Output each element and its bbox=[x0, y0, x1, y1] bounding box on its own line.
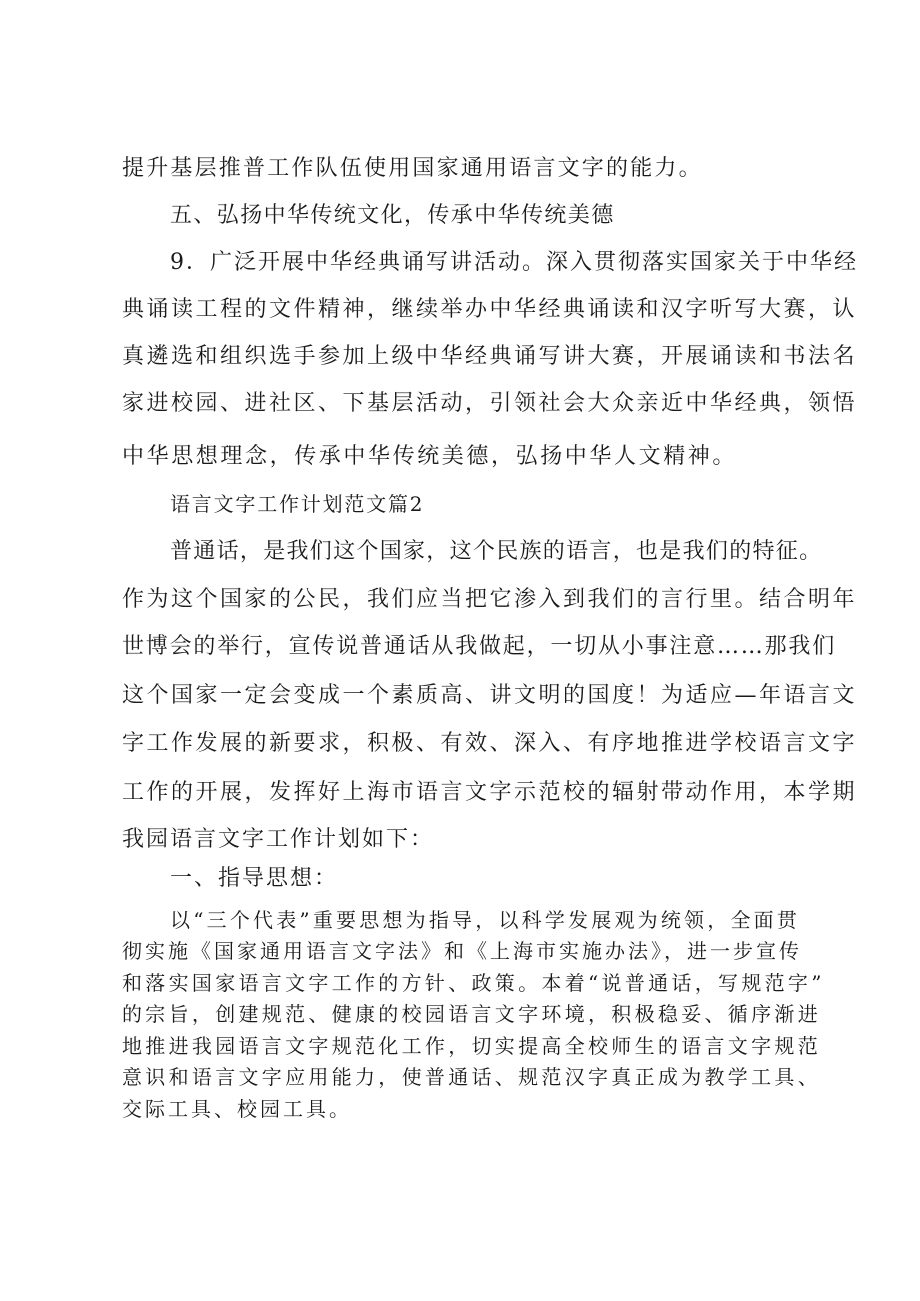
article-subtitle: 语言文字工作计划范文篇2 bbox=[170, 492, 425, 516]
paragraph-line: 中华思想理念，传承中华传统美德，弘扬中华人文精神。 bbox=[122, 444, 738, 469]
section-heading: 一、指导思想： bbox=[170, 866, 339, 891]
paragraph-line: 交际工具、校园工具。 bbox=[122, 1097, 352, 1121]
paragraph-line: 意识和语言文字应用能力，使普通话、规范汉字真正成为教学工具、 bbox=[122, 1065, 821, 1089]
paragraph-line: 典诵读工程的文件精神，继续举办中华经典诵读和汉字听写大赛，认 bbox=[122, 297, 858, 322]
paragraph-line: 彻实施《国家通用语言文字法》和《上海市实施办法》，进一步宣传 bbox=[122, 939, 802, 963]
paragraph-line: 我园语言文字工作计划如下： bbox=[122, 827, 435, 852]
paragraph-line: 字工作发展的新要求，积极、有效、深入、有序地推进学校语言文字 bbox=[122, 731, 858, 756]
paragraph-line: 世博会的举行，宣传说普通话从我做起，一切从小事注意……那我们 bbox=[122, 634, 837, 659]
paragraph-line: 的宗旨，创建规范、健康的校园语言文字环境，积极稳妥、循序渐进 bbox=[122, 1002, 821, 1026]
paragraph-line: 家进校园、进社区、下基层活动，引领社会大众亲近中华经典，领悟 bbox=[122, 391, 858, 416]
section-heading: 五、弘扬中华传统文化，传承中华传统美德 bbox=[170, 203, 615, 228]
paragraph-line: 提升基层推普工作队伍使用国家通用语言文字的能力。 bbox=[122, 156, 703, 181]
paragraph-line: 9．广泛开展中华经典诵写讲活动。深入贯彻落实国家关于中华经 bbox=[170, 250, 858, 275]
paragraph-line: 和落实国家语言文字工作的方针、政策。本着“说普通话，写规范字” bbox=[122, 971, 825, 995]
paragraph-line: 工作的开展，发挥好上海市语言文字示范校的辐射带动作用，本学期 bbox=[122, 780, 858, 805]
paragraph-line: 以“三个代表”重要思想为指导，以科学发展观为统领，全面贯 bbox=[170, 908, 801, 932]
paragraph-line: 作为这个国家的公民，我们应当把它渗入到我们的言行里。结合明年 bbox=[122, 587, 858, 612]
paragraph-line: 这个国家一定会变成一个素质高、讲文明的国度！为适应—年语言文 bbox=[122, 683, 858, 708]
paragraph-line: 真遴选和组织选手参加上级中华经典诵写讲大赛，开展诵读和书法名 bbox=[122, 344, 858, 369]
paragraph-line: 地推进我园语言文字规范化工作，切实提高全校师生的语言文字规范 bbox=[122, 1034, 821, 1058]
paragraph-line: 普通话，是我们这个国家，这个民族的语言，也是我们的特征。 bbox=[170, 539, 823, 564]
